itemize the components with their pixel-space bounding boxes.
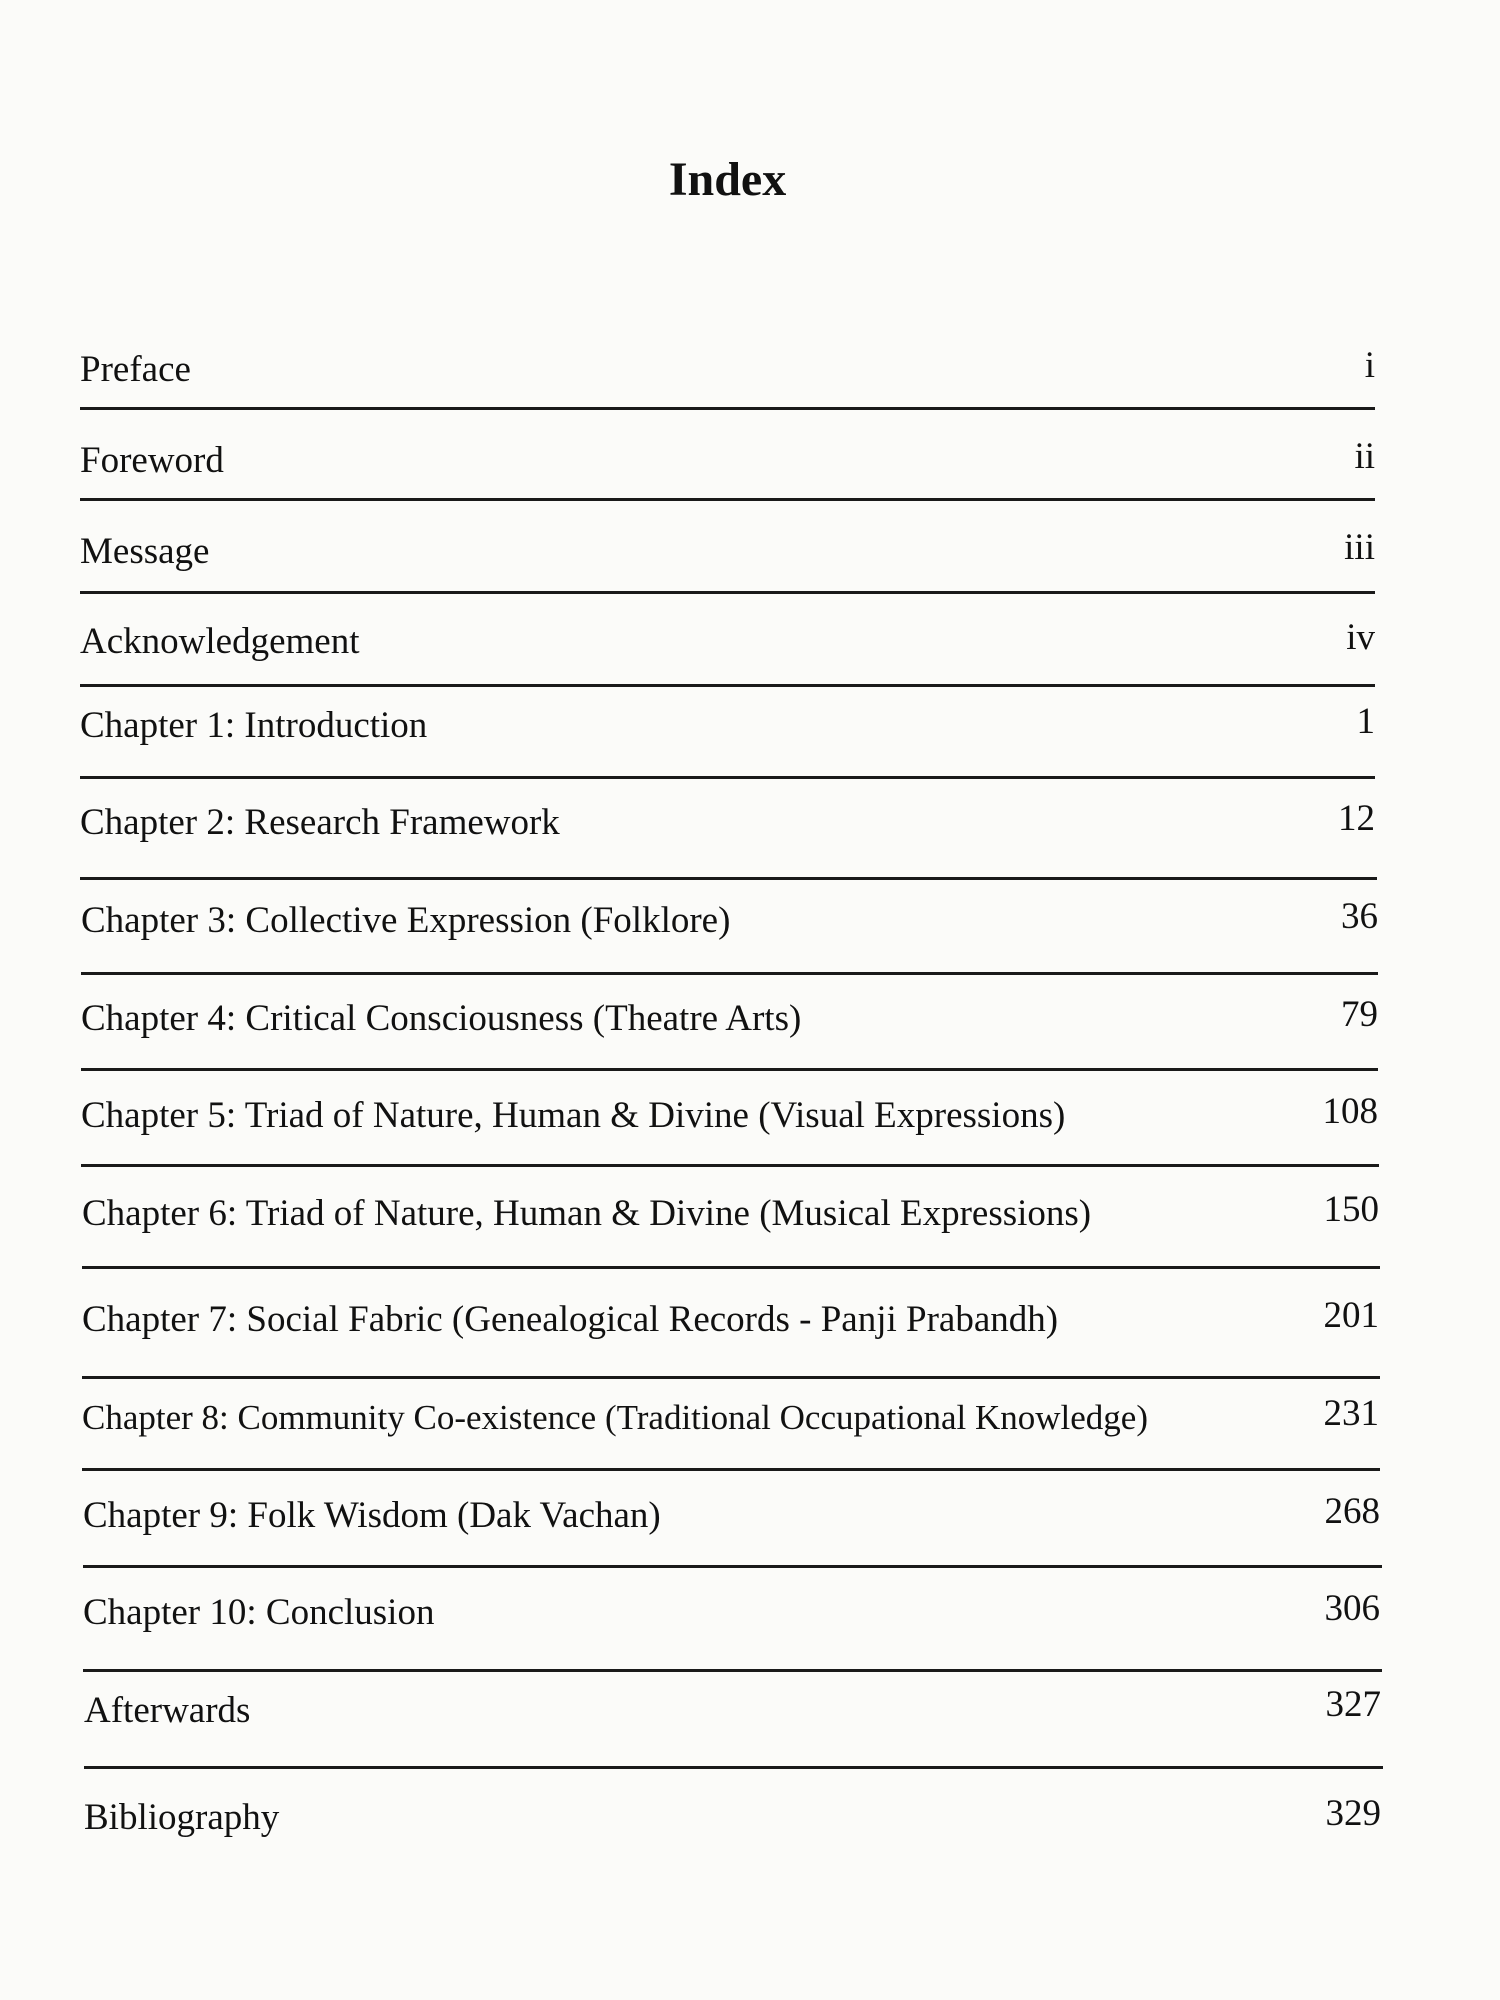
divider-line <box>83 1565 1382 1568</box>
entry-label-preface: Preface <box>80 349 191 390</box>
entry-label-chapter-9: Chapter 9: Folk Wisdom (Dak Vachan) <box>83 1495 661 1536</box>
divider-line <box>80 877 1377 880</box>
divider-line <box>81 1164 1379 1167</box>
divider-line <box>81 972 1378 975</box>
entry-label-chapter-4: Chapter 4: Critical Consciousness (Theatre Arts) <box>81 998 802 1039</box>
divider-line <box>80 498 1375 501</box>
entry-label-afterwards: Afterwards <box>84 1690 251 1731</box>
entry-page-chapter-2: 12 <box>1338 798 1375 839</box>
entry-page-afterwards: 327 <box>1325 1684 1381 1725</box>
entry-page-chapter-6: 150 <box>1323 1189 1379 1230</box>
divider-line <box>81 1068 1378 1071</box>
divider-line <box>80 407 1375 410</box>
entry-label-chapter-10: Chapter 10: Conclusion <box>83 1592 435 1633</box>
page-title: Index <box>668 153 787 206</box>
entry-page-chapter-7: 201 <box>1323 1295 1379 1336</box>
divider-line <box>80 776 1375 779</box>
entry-label-chapter-2: Chapter 2: Research Framework <box>80 802 560 843</box>
entry-page-acknowledgement: iv <box>1346 617 1375 658</box>
entry-label-chapter-8: Chapter 8: Community Co-existence (Traditional Occupational Knowledge) <box>82 1398 1148 1437</box>
entry-page-chapter-3: 36 <box>1341 896 1378 937</box>
entry-label-message: Message <box>80 531 210 572</box>
entry-label-chapter-6: Chapter 6: Triad of Nature, Human & Divine (Musical Expressions) <box>82 1193 1092 1234</box>
divider-line <box>83 1669 1382 1672</box>
divider-line <box>84 1766 1383 1769</box>
entry-label-acknowledgement: Acknowledgement <box>80 621 360 662</box>
entry-page-preface: i <box>1364 345 1375 386</box>
entry-page-chapter-8: 231 <box>1323 1393 1379 1434</box>
divider-line <box>82 1468 1380 1471</box>
entry-page-chapter-10: 306 <box>1324 1588 1380 1629</box>
entry-page-bibliography: 329 <box>1325 1793 1381 1834</box>
entry-page-chapter-4: 79 <box>1341 994 1378 1035</box>
entry-page-chapter-1: 1 <box>1356 701 1375 742</box>
entry-label-chapter-1: Chapter 1: Introduction <box>80 705 428 746</box>
entry-label-chapter-7: Chapter 7: Social Fabric (Genealogical Records - Panji Prabandh) <box>82 1299 1059 1340</box>
entry-label-foreword: Foreword <box>80 440 224 481</box>
entry-page-chapter-5: 108 <box>1322 1091 1378 1132</box>
entry-page-message: iii <box>1344 527 1375 568</box>
divider-line <box>80 684 1375 687</box>
divider-line <box>82 1376 1380 1379</box>
entry-label-chapter-5: Chapter 5: Triad of Nature, Human & Divine (Visual Expressions) <box>81 1095 1066 1136</box>
entry-page-chapter-9: 268 <box>1324 1491 1380 1532</box>
divider-line <box>82 1266 1380 1269</box>
entry-page-foreword: ii <box>1354 436 1375 477</box>
entry-label-bibliography: Bibliography <box>84 1797 280 1838</box>
divider-line <box>80 591 1375 594</box>
entry-label-chapter-3: Chapter 3: Collective Expression (Folklore) <box>81 900 731 941</box>
